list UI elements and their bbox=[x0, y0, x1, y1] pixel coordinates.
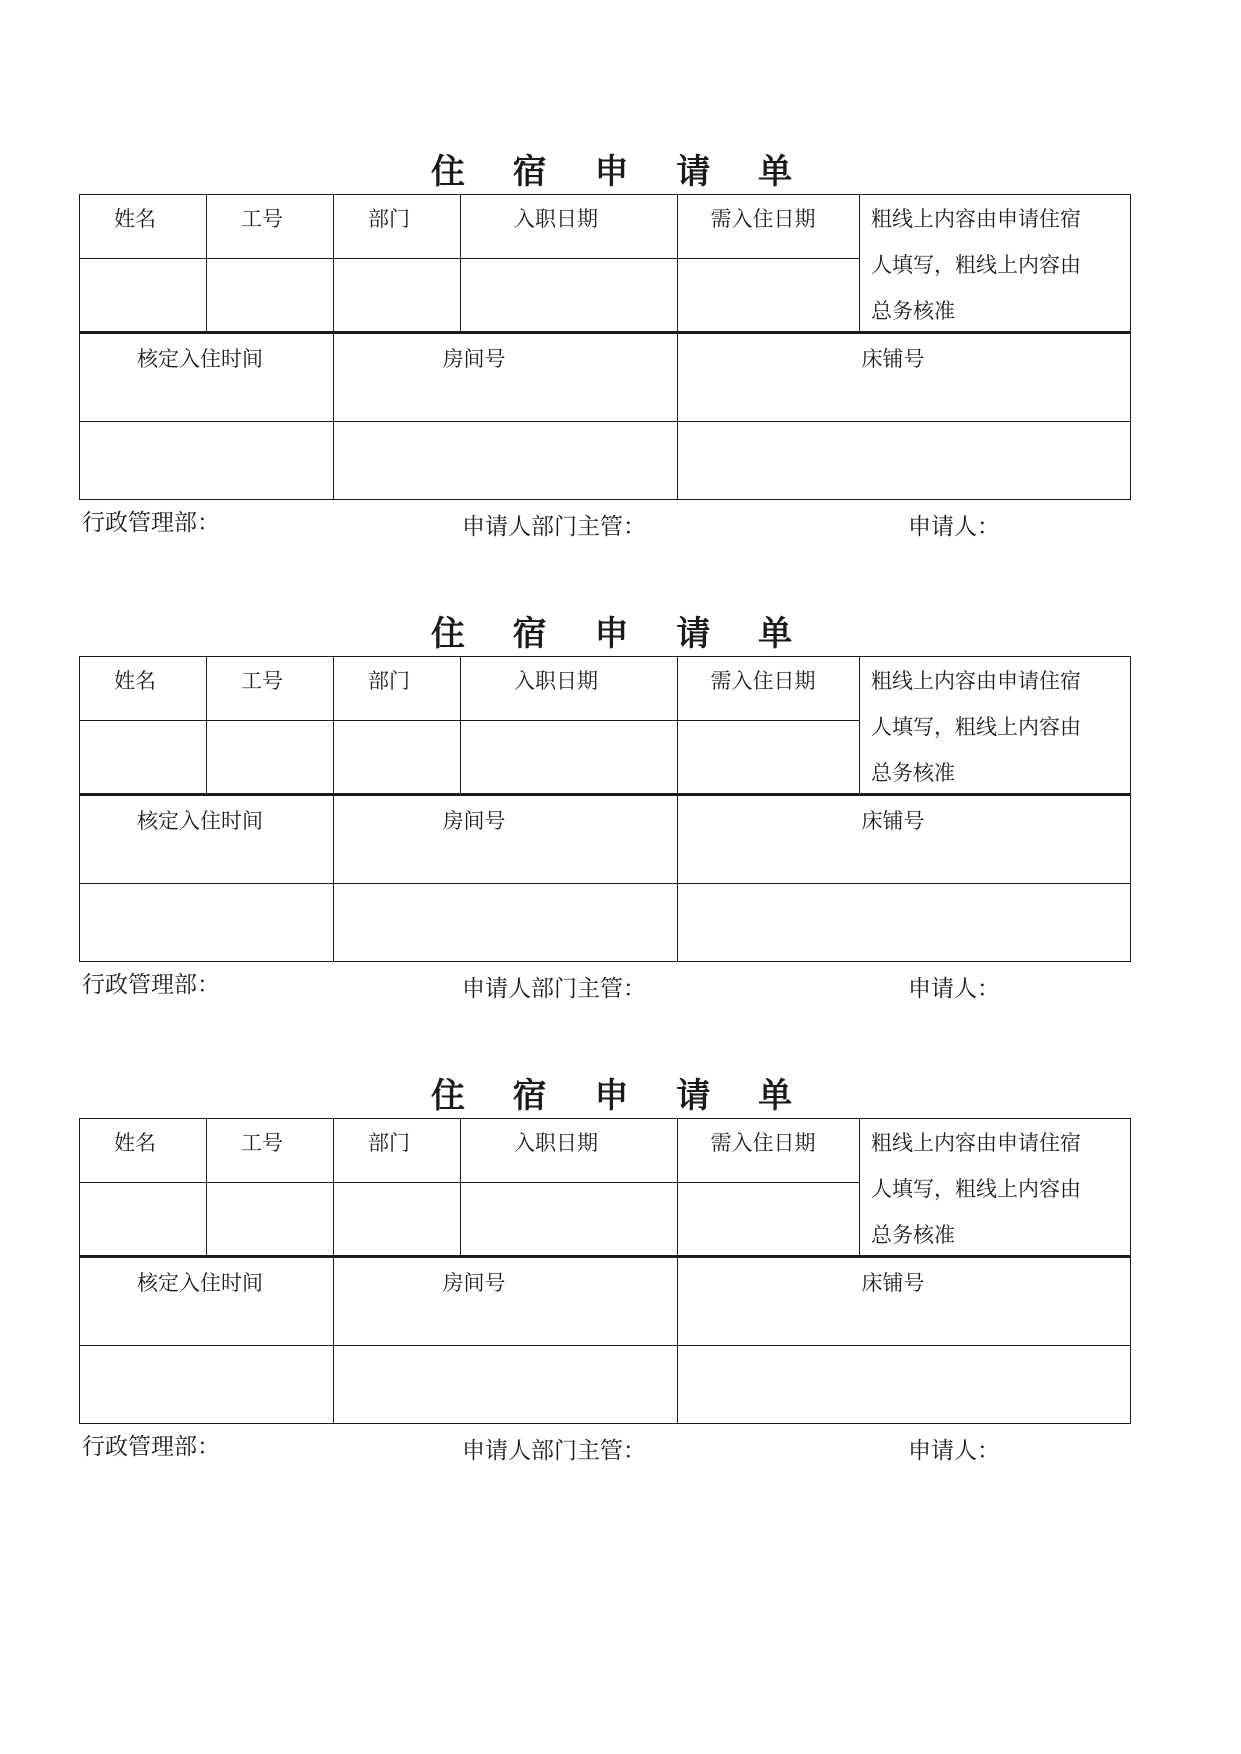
col-divider bbox=[859, 656, 860, 794]
table-border-right bbox=[1130, 656, 1131, 962]
room-no-input-cell[interactable] bbox=[334, 422, 677, 499]
bed-no-input-cell[interactable] bbox=[678, 884, 1130, 961]
bed-no-header: 床铺号 bbox=[861, 809, 925, 833]
name-header: 姓名 bbox=[114, 1131, 156, 1155]
table-border-right bbox=[1130, 194, 1131, 500]
department-input-cell[interactable] bbox=[334, 721, 460, 793]
accommodation-form bbox=[0, 1076, 1241, 1558]
employee-id-input-cell[interactable] bbox=[207, 721, 333, 793]
department-header: 部门 bbox=[368, 669, 410, 693]
bed-no-header: 床铺号 bbox=[861, 347, 925, 371]
approved-checkin-time-input-cell[interactable] bbox=[80, 1346, 333, 1423]
form-title: 住 宿 申 请 单 bbox=[430, 614, 811, 654]
name-input-cell[interactable] bbox=[80, 1183, 206, 1255]
admin-dept-signature-label: 行政管理部： bbox=[82, 972, 220, 998]
col-divider bbox=[859, 1118, 860, 1256]
checkin-needed-date-header: 需入住日期 bbox=[710, 207, 816, 231]
department-header: 部门 bbox=[368, 1131, 410, 1155]
supervisor-signature-label: 申请人部门主管： bbox=[462, 514, 646, 540]
admin-dept-signature-label: 行政管理部： bbox=[82, 510, 220, 536]
bed-no-input-cell[interactable] bbox=[678, 1346, 1130, 1423]
checkin-needed-date-header: 需入住日期 bbox=[710, 1131, 816, 1155]
applicant-signature-label: 申请人： bbox=[908, 1438, 1000, 1464]
hire-date-header: 入职日期 bbox=[514, 207, 598, 231]
name-header: 姓名 bbox=[114, 207, 156, 231]
form-title: 住 宿 申 请 单 bbox=[430, 1076, 811, 1116]
department-input-cell[interactable] bbox=[334, 259, 460, 331]
approved-checkin-time-input-cell[interactable] bbox=[80, 884, 333, 961]
name-header: 姓名 bbox=[114, 669, 156, 693]
checkin-needed-date-input-cell[interactable] bbox=[678, 721, 859, 793]
employee-id-header: 工号 bbox=[241, 669, 283, 693]
accommodation-form bbox=[0, 152, 1241, 634]
hire-date-input-cell[interactable] bbox=[461, 721, 677, 793]
hire-date-header: 入职日期 bbox=[514, 669, 598, 693]
table-border-top bbox=[79, 1118, 1131, 1119]
approved-checkin-time-header: 核定入住时间 bbox=[137, 1271, 263, 1295]
employee-id-input-cell[interactable] bbox=[207, 1183, 333, 1255]
employee-id-header: 工号 bbox=[241, 207, 283, 231]
department-input-cell[interactable] bbox=[334, 1183, 460, 1255]
room-no-header: 房间号 bbox=[442, 1271, 506, 1295]
approved-checkin-time-header: 核定入住时间 bbox=[137, 347, 263, 371]
table-border-top bbox=[79, 194, 1131, 195]
employee-id-header: 工号 bbox=[241, 1131, 283, 1155]
table-border-bottom bbox=[79, 1423, 1131, 1424]
room-no-header: 房间号 bbox=[442, 347, 506, 371]
col-divider bbox=[859, 194, 860, 332]
hire-date-input-cell[interactable] bbox=[461, 259, 677, 331]
name-input-cell[interactable] bbox=[80, 259, 206, 331]
room-no-input-cell[interactable] bbox=[334, 884, 677, 961]
room-no-header: 房间号 bbox=[442, 809, 506, 833]
supervisor-signature-label: 申请人部门主管： bbox=[462, 976, 646, 1002]
supervisor-signature-label: 申请人部门主管： bbox=[462, 1438, 646, 1464]
name-input-cell[interactable] bbox=[80, 721, 206, 793]
bed-no-input-cell[interactable] bbox=[678, 422, 1130, 499]
table-border-right bbox=[1130, 1118, 1131, 1424]
checkin-needed-date-input-cell[interactable] bbox=[678, 259, 859, 331]
table-border-bottom bbox=[79, 961, 1131, 962]
applicant-signature-label: 申请人： bbox=[908, 514, 1000, 540]
table-border-bottom bbox=[79, 499, 1131, 500]
bed-no-header: 床铺号 bbox=[861, 1271, 925, 1295]
applicant-signature-label: 申请人： bbox=[908, 976, 1000, 1002]
hire-date-input-cell[interactable] bbox=[461, 1183, 677, 1255]
employee-id-input-cell[interactable] bbox=[207, 259, 333, 331]
checkin-needed-date-input-cell[interactable] bbox=[678, 1183, 859, 1255]
accommodation-form bbox=[0, 614, 1241, 1096]
checkin-needed-date-header: 需入住日期 bbox=[710, 669, 816, 693]
approved-checkin-time-header: 核定入住时间 bbox=[137, 809, 263, 833]
instruction-note: 粗线上内容由申请住宿人填写，粗线上内容由总务核准 bbox=[871, 207, 1081, 323]
table-border-top bbox=[79, 656, 1131, 657]
room-no-input-cell[interactable] bbox=[334, 1346, 677, 1423]
admin-dept-signature-label: 行政管理部： bbox=[82, 1434, 220, 1460]
hire-date-header: 入职日期 bbox=[514, 1131, 598, 1155]
department-header: 部门 bbox=[368, 207, 410, 231]
form-title: 住 宿 申 请 单 bbox=[430, 152, 811, 192]
instruction-note: 粗线上内容由申请住宿人填写，粗线上内容由总务核准 bbox=[871, 669, 1081, 785]
approved-checkin-time-input-cell[interactable] bbox=[80, 422, 333, 499]
instruction-note: 粗线上内容由申请住宿人填写，粗线上内容由总务核准 bbox=[871, 1131, 1081, 1247]
